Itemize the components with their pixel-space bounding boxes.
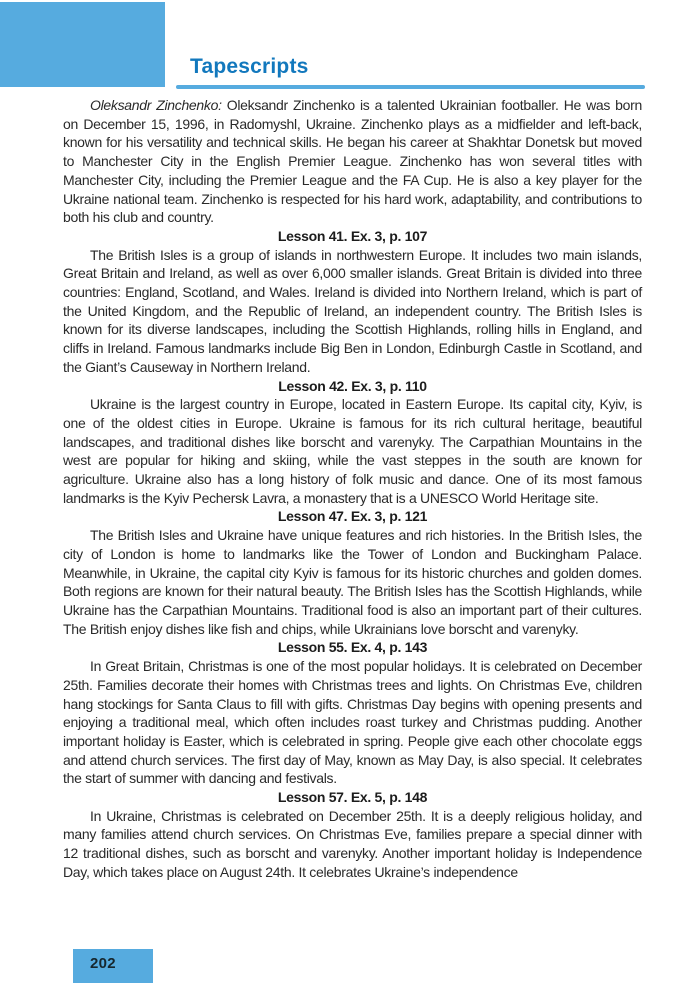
header-rule <box>176 85 645 89</box>
lesson-heading-42: Lesson 42. Ex. 3, p. 110 <box>278 377 427 394</box>
lesson-paragraph-47: The British Isles and Ukraine have unique features and rich histories. In the British Isles, the city of London is home to landmarks like the Tower of London and Buckingham Palace. Meanwhile, in Ukraine, the capital city Kyiv is famous for its historic churches and golden domes. Both regions are known for their natural beauty. The British Isles has the Scottish Highlands, while Ukraine has the Carpathian Mountains. Traditional food is also an important part of their cultures. The British enjoy dishes like fish and chips, while Ukrainians love borscht and varenyky. <box>63 527 642 637</box>
page-title: Tapescripts <box>190 55 309 78</box>
header-corner-block <box>0 2 165 87</box>
lesson-heading-55: Lesson 55. Ex. 4, p. 143 <box>277 639 428 656</box>
lesson-paragraph-57: In Ukraine, Christmas is celebrated on December 25th. It is a deeply religious holiday, and many families attend church services. On Christmas Eve, families prepare a special dinner with 12 traditional dishes, such as borscht and varenyky. Another important holiday is Independence Day, which takes place on August 24th. It celebrates Ukraine’s independence <box>63 807 642 880</box>
speaker-label: Oleksandr Zinchenko: <box>90 97 222 113</box>
paragraph-text: Oleksandr Zinchenko is a talented Ukrainian footballer. He was born on December 15, 1996, in Radomyshl, Ukraine. Zinchenko plays as a midfielder and left-back, known for his versatility and technical skills. He began his career at Shakhtar Donetsk but moved to Manchester City in the English Premier League. Zinchenko has won several titles with Manchester City, including the Premier League and the FA Cup. He is also a key player for the Ukraine national team. Zinchenko is respected for his hard work, adaptability, and contributions to both his club and country. <box>63 97 642 226</box>
page-number-box <box>73 949 153 983</box>
lesson-heading-41: Lesson 41. Ex. 3, p. 107 <box>277 227 428 244</box>
lesson-paragraph-42: Ukraine is the largest country in Europe, located in Eastern Europe. Its capital city, Kyiv, is one of the oldest cities in Europe. Ukraine is famous for its rich cultural heritage, beautiful landscapes, and traditional dishes like borscht and varenyky. The Carpathian Mountains in the west are popular for hiking and skiing, while the vast steppes in the south are known for agriculture. Ukraine also has a long history of folk music and dance. One of its most famous landmarks is the Kyiv Pechersk Lavra, a monastery that is a UNESCO World Heritage site. <box>63 396 642 506</box>
lesson-paragraph-41: The British Isles is a group of islands in northwestern Europe. It includes two main islands, Great Britain and Ireland, as well as over 6,000 smaller islands. Great Britain is divided into three countries: England, Scotland, and Wales. Ireland is divided into Northern Ireland, which is part of the United Kingdom, and the Republic of Ireland, an independent country. The British Isles is known for its diverse landscapes, including the Scottish Highlands, rolling hills in England, and cliffs in Ireland. Famous landmarks include Big Ben in London, Edinburgh Castle in Scotland, and the Giant’s Causeway in Northern Ireland. <box>63 246 642 375</box>
lesson-heading-57: Lesson 57. Ex. 5, p. 148 <box>277 789 428 806</box>
lesson-paragraph-55: In Great Britain, Christmas is one of the most popular holidays. It is celebrated on December 25th. Families decorate their homes with Christmas trees and lights. On Christmas Eve, children hang stockings for Santa Claus to fill with gifts. Christmas Day begins with opening presents and enjoying a traditional meal, which often includes roast turkey and Christmas pudding. Another important holiday is Easter, which is celebrated in spring. People give each other chocolate eggs and attend church services. The first day of May, known as May Day, is also special. It celebrates the start of summer with dancing and festivals. <box>63 658 642 787</box>
lesson-heading-47: Lesson 47. Ex. 3, p. 121 <box>277 508 428 525</box>
paragraph-zinchenko <box>63 96 642 227</box>
page-number: 202 <box>90 955 116 972</box>
content-body <box>63 96 642 882</box>
